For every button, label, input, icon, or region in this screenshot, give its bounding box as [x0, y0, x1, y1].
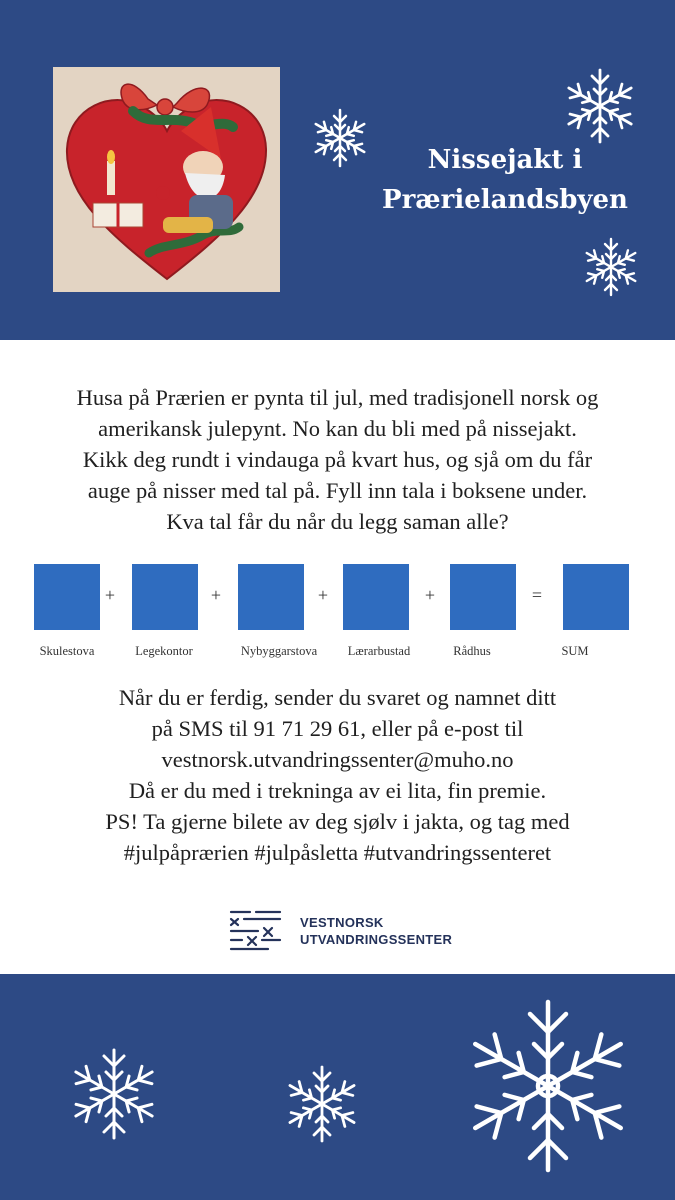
- instruction-line: på SMS til 91 71 29 61, eller på e-post til: [151, 716, 524, 741]
- instruction-line: PS! Ta gjerne bilete av deg sjølv i jakta, og tag med: [105, 809, 570, 834]
- instruction-line: Når du er ferdig, sender du svaret og namnet ditt: [118, 685, 557, 710]
- answer-box-legekontor[interactable]: [132, 564, 198, 630]
- plus-sign: +: [210, 585, 222, 605]
- snowflake-icon: [308, 106, 372, 170]
- snowflake-icon: [458, 996, 638, 1176]
- snowflake-icon: [66, 1046, 162, 1142]
- snowflake-icon: [580, 236, 642, 298]
- answer-box-radhus[interactable]: [450, 564, 516, 630]
- box-label: Legekontor: [135, 644, 193, 658]
- vestnorsk-logo-icon: [228, 906, 284, 954]
- plus-sign: +: [104, 585, 116, 605]
- plus-sign: +: [317, 585, 329, 605]
- equals-sign: =: [531, 585, 543, 605]
- logo-line-2: UTVANDRINGSSENTER: [300, 932, 453, 947]
- plus-sign: +: [424, 585, 436, 605]
- box-label: Nybyggarstova: [240, 644, 318, 658]
- title-line-2: Prærielandsbyen: [382, 185, 628, 215]
- intro-line: Husa på Prærien er pynta til jul, med tradisjonell norsk og: [76, 385, 599, 410]
- answer-box-nybyggarstova[interactable]: [238, 564, 304, 630]
- hashtags: #julpåprærien #julpåsletta #utvandringssenteret: [123, 840, 552, 865]
- box-label: Rådhus: [453, 644, 491, 658]
- page-title: [345, 140, 665, 220]
- box-label: Lærarbustad: [347, 644, 411, 658]
- instructions-text: [0, 682, 675, 868]
- intro-line: auge på nisser med tal på. Fyll inn tala i boksene under.: [87, 478, 588, 503]
- snowflake-icon: [560, 66, 640, 146]
- answer-box-lararbustad[interactable]: [343, 564, 409, 630]
- title-line-1: Nissejakt i: [427, 145, 583, 175]
- box-label: Skulestova: [39, 644, 95, 658]
- logo-line-1: VESTNORSK: [300, 915, 384, 930]
- instruction-line: Då er du med i trekninga av ei lita, fin premie.: [128, 778, 547, 803]
- vestnorsk-logo: [228, 906, 468, 958]
- intro-line: amerikansk julepynt. No kan du bli med på nissejakt.: [98, 416, 577, 441]
- header-band: [0, 0, 675, 340]
- footer-band: [0, 974, 675, 1200]
- snowflake-icon: [282, 1064, 362, 1144]
- intro-text: [0, 382, 675, 537]
- box-label: SUM: [561, 644, 589, 658]
- answer-box-skulestova[interactable]: [34, 564, 100, 630]
- intro-line: Kikk deg rundt i vindauga på kvart hus, og sjå om du får: [82, 447, 593, 472]
- heart-nisse-illustration: [53, 67, 280, 292]
- intro-line: Kva tal får du når du legg saman alle?: [166, 509, 509, 534]
- answer-box-sum[interactable]: [563, 564, 629, 630]
- number-equation: [0, 564, 675, 674]
- email-link[interactable]: vestnorsk.utvandringssenter@muho.no: [161, 747, 514, 772]
